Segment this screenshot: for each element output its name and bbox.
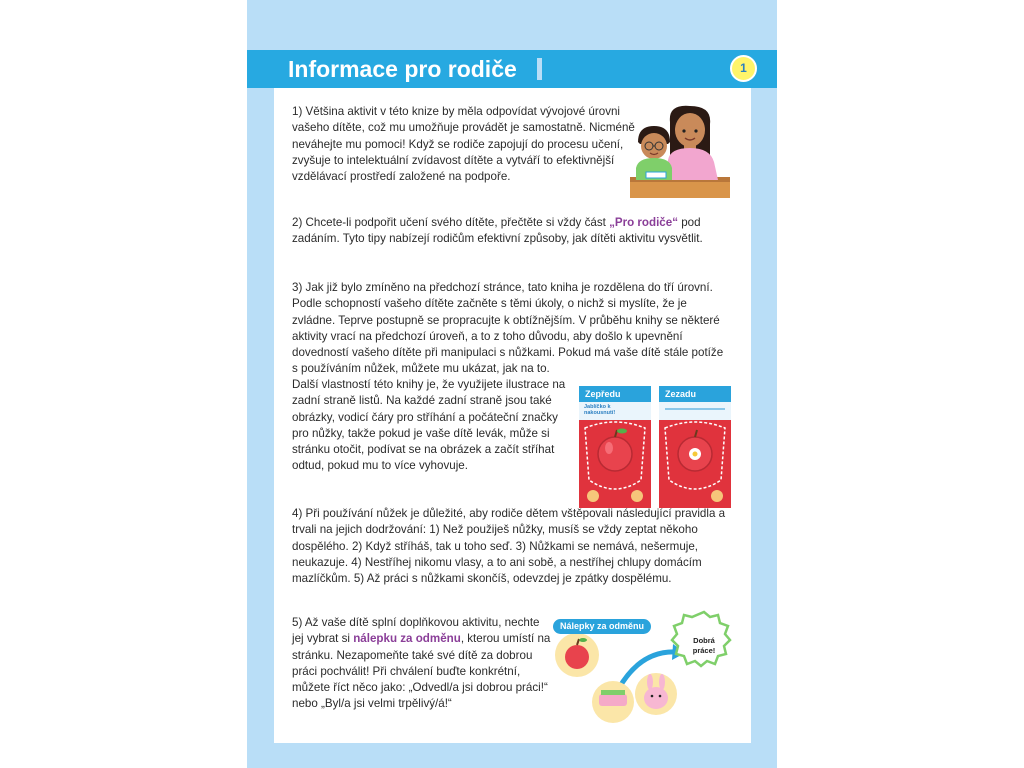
paragraph-2: 2) Chcete-li podpořit učení svého dítěte, přečtěte si vždy část „Pro rodiče“ pod zadáním. Tyto tipy nabízejí rodičům efektivní způsoby, jak dítěti aktivitu vysvětlit. [292, 216, 703, 246]
page-title: Informace pro rodiče [288, 56, 517, 82]
front-side-sample [579, 386, 651, 508]
content-card [274, 88, 751, 743]
sample-activity-title: Jablíčko k nakousnutí! [584, 404, 616, 416]
pro-rodice-highlight: „Pro rodiče“ [609, 216, 678, 229]
book-page [247, 0, 777, 768]
page-number-badge: 1 [730, 55, 757, 82]
paragraph-3: 3) Jak již bylo zmíněno na předchozí stránce, tato kniha je rozdělena do tří úrovní. Podle schopností vašeho dítěte začněte s těmi úkoly, o nichž si myslíte, že je zvládne. Teprve postupně se propracujte k obtížnějším. V průběhu knihy se některé aktivity vrací na předchozí úroveň, a to z toho důvodu, aby došlo k upevnění dovedností vašeho dítěte při manipulaci s nůžkami. Pokud má vaše dítě stále potíže s používáním nůžek, můžete mu ukázat, jak na to. [292, 281, 724, 376]
reward-stickers-label: Nálepky za odměnu [553, 619, 651, 634]
back-side-sample [659, 386, 731, 508]
header-banner [247, 50, 777, 88]
paragraph-5: 5) Až vaše dítě splní doplňkovou aktivitu, nechte jej vybrat si nálepku za odměnu, kterou umístí na stránku. Nezapomeňte také své dítě za dobrou práci pochválit! Při chválení buďte konkrétní, můžete říct něco jako: „Odvedl/a jsi dobrou práci!“ nebo „Byl/a jsi velmi trpělivý/á!“ [292, 616, 551, 711]
paragraph-3-continued: Další vlastností této knihy je, že využijete ilustrace na zadní straně listů. Na každé zadní straně jsou také obrázky, vodicí čáry pro stříhání a počáteční značky pro nůžky, takže pokud je vaše dítě levák, může si stránku otočit, podívat se na obrázek a začít stříhat odtud, pokud mu to více vyhovuje. [292, 378, 566, 473]
praise-badge: Dobrá práce! [692, 636, 716, 655]
apple-icon [579, 420, 651, 508]
reward-sticker-highlight: nálepku za odměnu [353, 632, 461, 646]
back-side-label: Zezadu [659, 386, 731, 402]
paragraph-4: 4) Při používání nůžek je důležité, aby rodiče dětem vštěpovali následující pravidla a trvali na jejich dodržování: 1) Než použiješ nůžky, musíš se vždy zeptat někoho dospělého. 2) Když stříháš, tak u toho seď. 3) Nůžkami se nemává, nešermuje, neukazuje. 4) Nestříhej nikomu vlasy, a to ani sobě, a nestříhej chlupy domácím mazlíčkům. 5) Až práci s nůžkami skončíš, odevzdej je zpátky dospělému. [292, 507, 726, 586]
parent-child-illustration [630, 100, 730, 198]
paragraph-1: 1) Většina aktivit v této knize by měla odpovídat vývojové úrovni vašeho dítěte, což mu umožňuje provádět je samostatně. Nicméně neváhejte mu pomoci! Když se rodiče zapojují do procesu učení, zvyšuje to intelektuální zvídavost dítěte a vytváří to efektivnější vzdělávací prostředí založené na podpoře. [292, 105, 635, 184]
apple-back-icon [659, 420, 731, 508]
title-accent-bar [537, 58, 542, 80]
front-side-label: Zepředu [579, 386, 651, 402]
